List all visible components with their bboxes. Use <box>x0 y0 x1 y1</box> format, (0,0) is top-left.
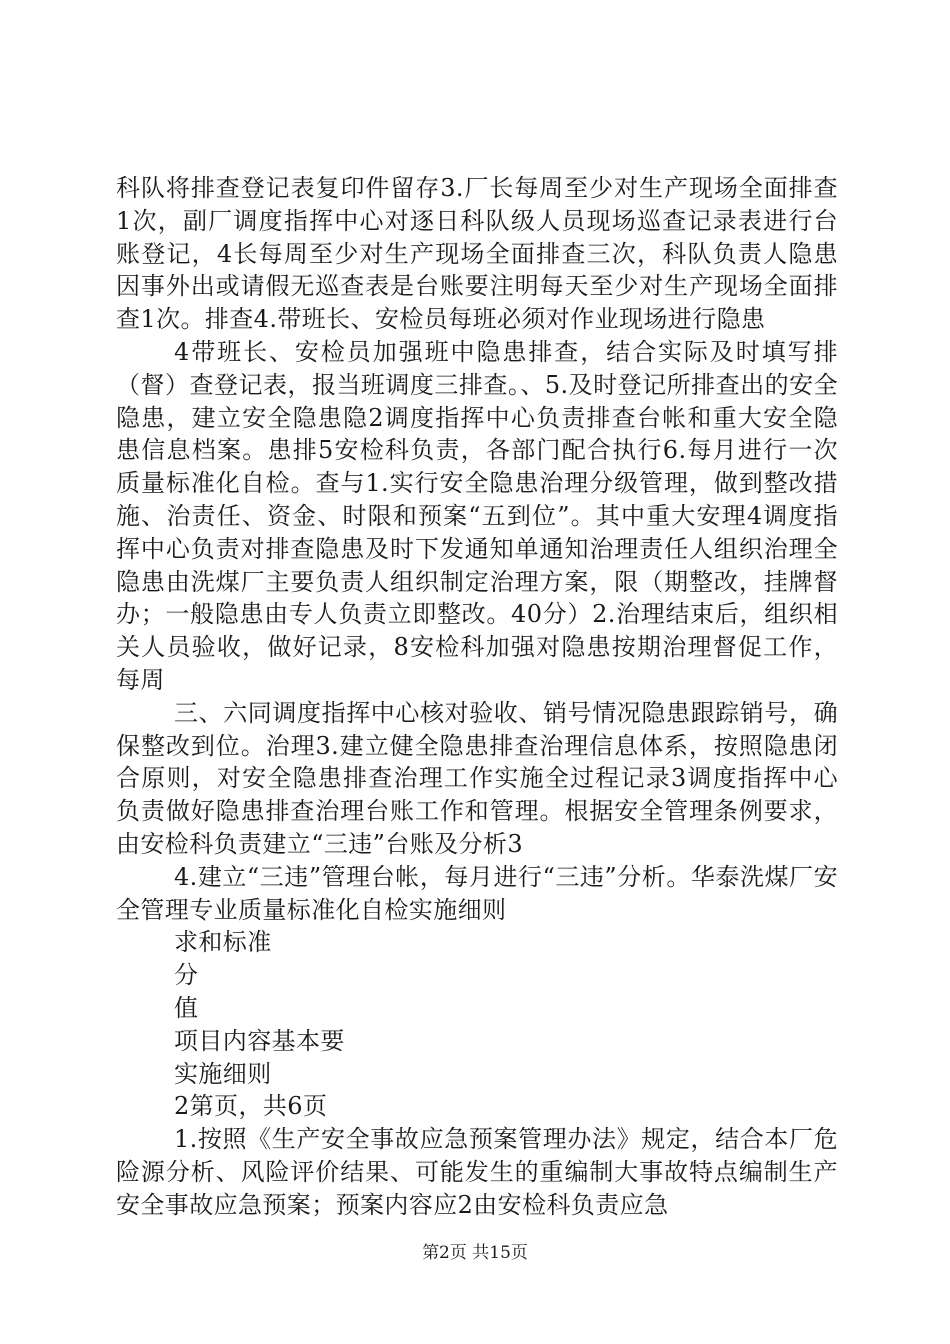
paragraph: 求和标准 <box>174 928 272 957</box>
paragraph: 分 <box>174 961 199 990</box>
paragraph: 科队将排查登记表复印件留存3.厂长每周至少对生产现场全面排查1次，副厂调度指挥中心对逐日科队级人员现场巡查记录表进行台账登记，4长每周至少对生产现场全面排查三次，科队负责人隐患因事外出或请假无巡查表是台账要注明每天至少对生产现场全面排查1次。排查4.带班长、安检员每班必须对作业现场进行隐患 <box>116 174 838 334</box>
paragraph: 2第页，共6页 <box>174 1092 328 1121</box>
paragraph: 4.建立“三违”管理台帐，每月进行“三违”分析。华泰洗煤厂安全管理专业质量标准化自检实施细则 <box>116 862 838 924</box>
paragraph: 三、六同调度指挥中心核对验收、销号情况隐患跟踪销号，确保整改到位。治理3.建立健全隐患排查治理信息体系，按照隐患闭合原则，对安全隐患排查治理工作实施全过程记录3调度指挥中心负责做好隐患排查治理台账工作和管理。根据安全管理条例要求，由安检科负责建立“三违”台账及分析3 <box>116 698 838 858</box>
page-footer: 第2页 共15页 <box>422 1243 528 1263</box>
paragraph: 项目内容基本要 <box>174 1026 345 1055</box>
paragraph: 值 <box>174 993 199 1022</box>
paragraph: 4带班长、安检员加强班中隐患排查，结合实际及时填写排（督）查登记表，报当班调度三排查。、5.及时登记所排查出的安全隐患，建立安全隐患隐2调度指挥中心负责排查台帐和重大安全隐患信息档案。患排5安检科负责，各部门配合执行6.每月进行一次质量标准化自检。查与1.实行安全隐患治理分级管理，做到整改措施、治责任、资金、时限和预案“五到位”。其中重大安理4调度指挥中心负责对排查隐患及时下发通知单通知治理责任人组织治理全隐患由洗煤厂主要负责人组织制定治理方案，限（期整改，挂牌督办；一般隐患由专人负责立即整改。40分）2.治理结束后，组织相关人员验收，做好记录，8安检科加强对隐患按期治理督促工作，每周 <box>116 337 838 694</box>
body-text <box>116 172 838 1222</box>
paragraph: 1.按照《生产安全事故应急预案管理办法》规定，结合本厂危险源分析、风险评价结果、可能发生的重编制大事故特点编制生产安全事故应急预案；预案内容应2由安检科负责应急 <box>116 1125 838 1219</box>
paragraph: 实施细则 <box>174 1059 272 1088</box>
